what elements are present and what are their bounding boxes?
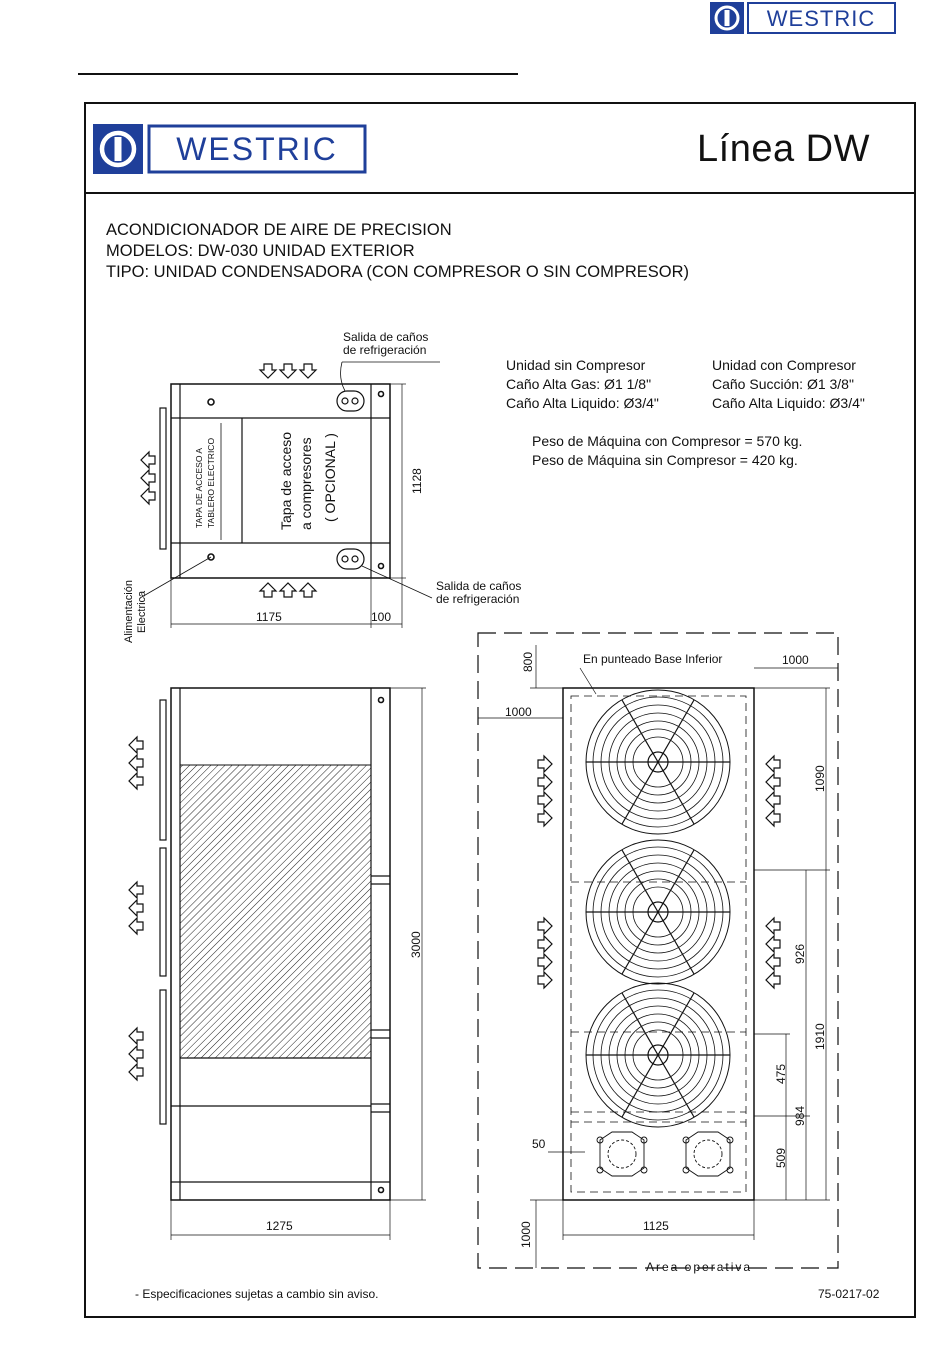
fan-3	[586, 983, 730, 1127]
compressor-left	[597, 1132, 647, 1176]
line-title: Línea DW	[697, 128, 870, 170]
fan-1	[586, 690, 730, 834]
plan-view	[478, 633, 838, 1268]
without-liquid-pipe: Caño Alta Liquido: Ø3/4"	[506, 395, 659, 411]
outlet-bottom-label-1: Salida de caños	[436, 579, 522, 593]
weight-with-compressor: Peso de Máquina con Compresor = 570 kg.	[532, 433, 803, 449]
outlet-bottom-label-2: de refrigeración	[436, 592, 520, 606]
compressor-cover-label-3: ( OPCIONAL )	[322, 433, 338, 522]
without-gas-pipe: Caño Alta Gas: Ø1 1/8"	[506, 376, 652, 392]
dim-984: 984	[793, 1105, 807, 1126]
front-view	[160, 688, 426, 1240]
compressor-right	[683, 1132, 733, 1176]
dim-800: 800	[521, 651, 535, 672]
dim-1128: 1128	[410, 468, 424, 494]
dim-1910: 1910	[813, 1023, 827, 1050]
weight-without-compressor: Peso de Máquina sin Compresor = 420 kg.	[532, 452, 798, 468]
fan-2	[586, 840, 730, 984]
with-liquid-pipe: Caño Alta Liquido: Ø3/4"	[712, 395, 865, 411]
dim-1000-bottom: 1000	[519, 1221, 533, 1248]
dim-1090: 1090	[813, 765, 827, 792]
dim-1275: 1275	[266, 1219, 293, 1233]
dim-475: 475	[774, 1063, 788, 1084]
with-suction-pipe: Caño Succión: Ø1 3/8"	[712, 376, 854, 392]
dim-926: 926	[793, 943, 807, 964]
dotted-base-label: En punteado Base Inferior	[583, 652, 723, 666]
with-compressor-title: Unidad con Compresor	[712, 357, 856, 373]
dim-1000-top: 1000	[782, 653, 809, 667]
document-number: 75-0217-02	[818, 1287, 880, 1301]
dim-100: 100	[371, 610, 392, 624]
outlet-top-label-2: de refrigeración	[343, 343, 427, 357]
outlet-top-label-1: Salida de caños	[343, 330, 429, 344]
without-compressor-title: Unidad sin Compresor	[506, 357, 646, 373]
dim-509: 509	[774, 1147, 788, 1168]
spec-line-3: TIPO: UNIDAD CONDENSADORA (CON COMPRESOR O SIN COMPRESOR)	[106, 263, 690, 281]
dim-3000: 3000	[409, 931, 423, 958]
logo-text-large: WESTRIC	[176, 131, 338, 167]
panel-label-2: TABLERO ELECTRICO	[206, 437, 216, 528]
panel-label-1: TAPA DE ACCESO A	[194, 448, 204, 528]
dim-1000-left: 1000	[505, 705, 532, 719]
spec-line-2: MODELOS: DW-030 UNIDAD EXTERIOR	[106, 242, 415, 260]
compressor-cover-label-2: a compresores	[298, 437, 314, 530]
power-label-1: Alimentación	[123, 580, 135, 643]
logo-text-small: WESTRIC	[766, 6, 876, 31]
dim-50: 50	[532, 1137, 546, 1151]
power-label-2: Electrica	[136, 590, 148, 633]
dim-1175: 1175	[256, 610, 282, 624]
footnote: - Especificaciones sujetas a cambio sin aviso.	[135, 1287, 379, 1301]
spec-line-1: ACONDICIONADOR DE AIRE DE PRECISION	[106, 221, 452, 239]
operating-area-label: Area operativa	[646, 1260, 753, 1274]
compressor-cover-label-1: Tapa de acceso	[278, 431, 294, 530]
dim-1125: 1125	[643, 1219, 669, 1233]
